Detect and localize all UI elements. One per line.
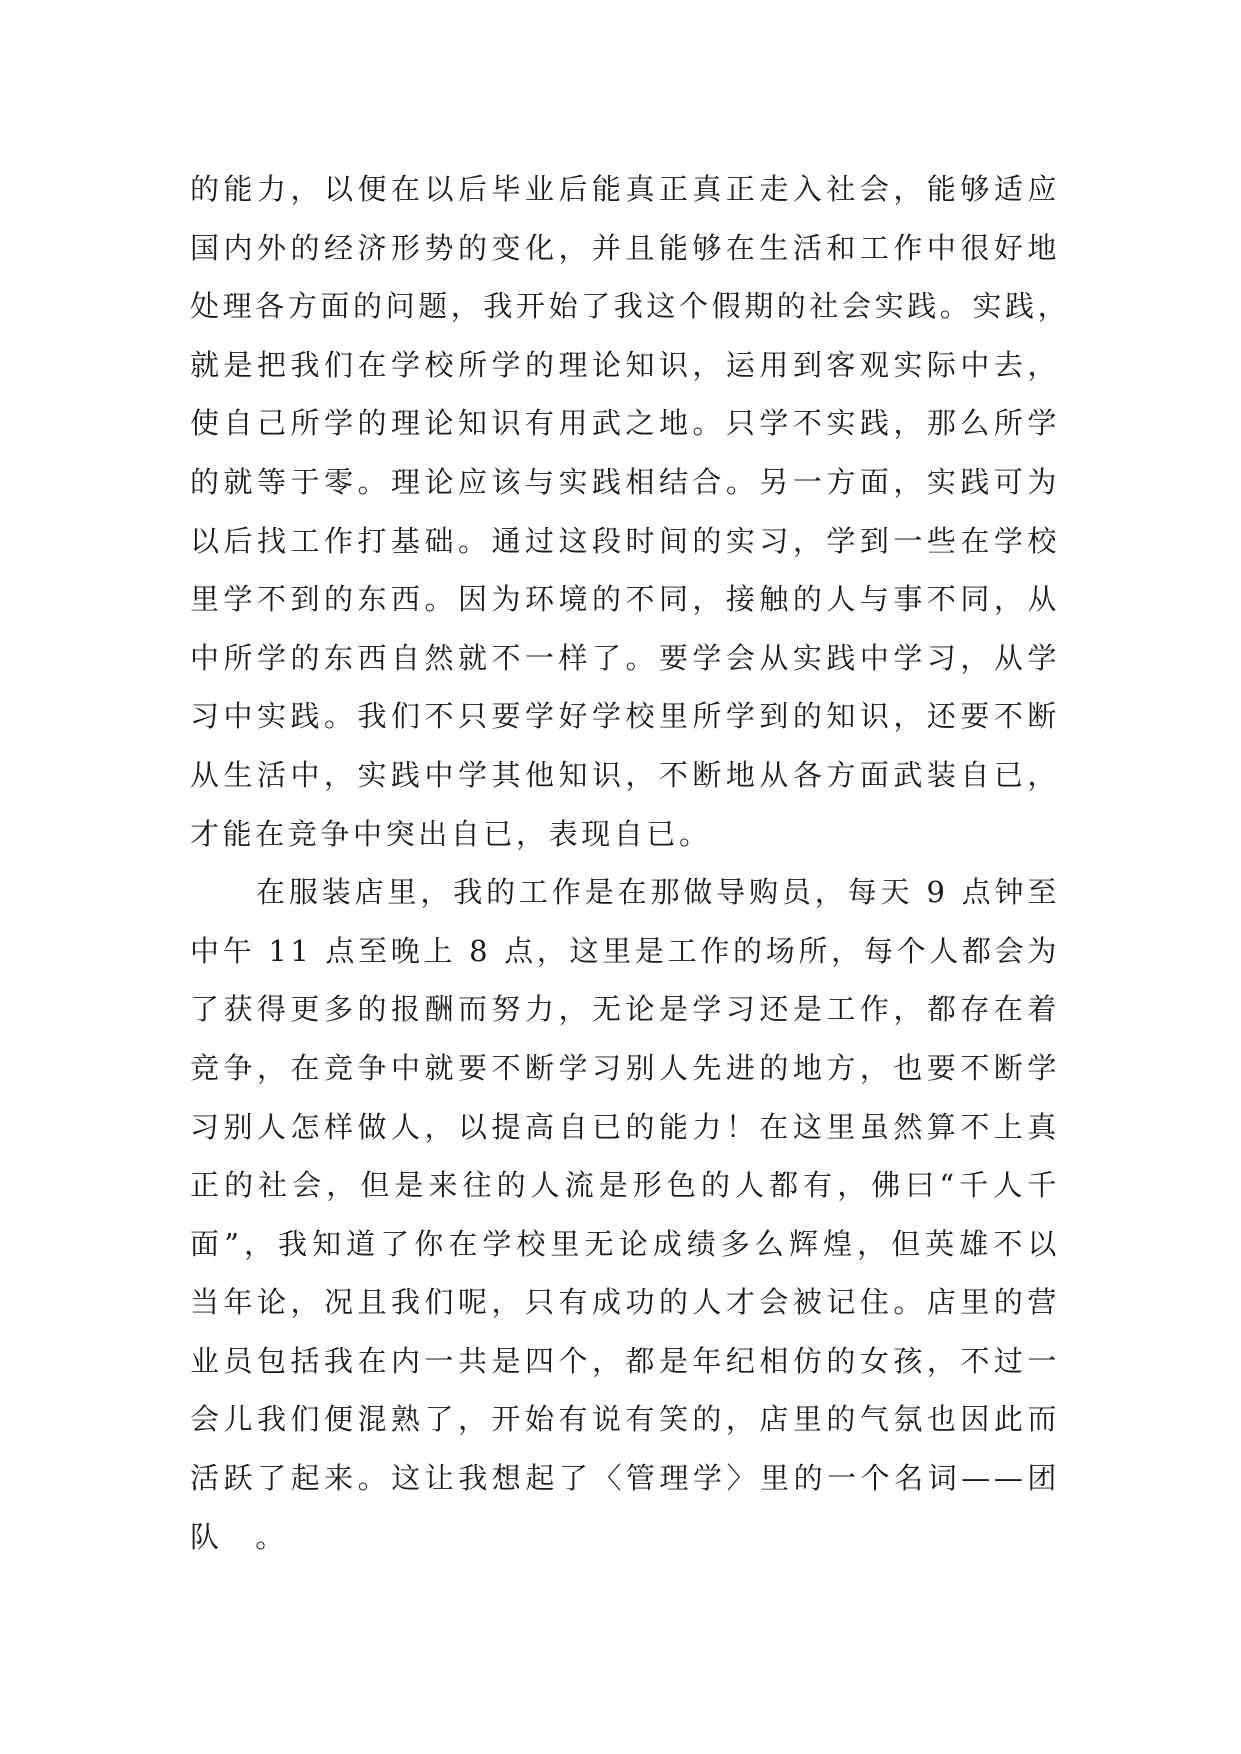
- text-line: 习别人怎样做人，以提高自已的能力！在这里虽然算不上真: [190, 1109, 1060, 1144]
- text-line: 才能在竞争中突出自已，表现自已。: [190, 816, 712, 851]
- text-line: 中午 11 点至晚上 8 点，这里是工作的场所，每个人都会为: [190, 933, 1060, 968]
- text-line: 的就等于零。理论应该与实践相结合。另一方面，实践可为: [190, 464, 1060, 499]
- document-body: [190, 160, 1071, 1566]
- text-line: 竞争，在竞争中就要不断学习别人先进的地方，也要不断学: [190, 1050, 1060, 1085]
- paragraph-2: [190, 863, 1060, 1566]
- text-line: 活跃了起来。这让我想起了〈管理学〉里的一个名词——团: [190, 1461, 1060, 1496]
- text-line: 面”，我知道了你在学校里无论成绩多么辉煌，但英雄不以: [190, 1226, 1060, 1261]
- text-line: 就是把我们在学校所学的理论知识，运用到客观实际中去，: [190, 347, 1060, 382]
- text-line: 以后找工作打基础。通过这段时间的实习，学到一些在学校: [190, 523, 1060, 558]
- paragraph-1: [190, 160, 1071, 863]
- text-line: 正的社会，但是来往的人流是形色的人都有，佛曰“千人千: [190, 1168, 1060, 1203]
- text-line: 了获得更多的报酬而努力，无论是学习还是工作，都存在着: [190, 992, 1060, 1027]
- text-line: 会儿我们便混熟了，开始有说有笑的，店里的气氛也因此而: [190, 1402, 1060, 1437]
- text-line: 使自己所学的理论知识有用武之地。只学不实践，那么所学: [190, 406, 1060, 441]
- text-line: 里学不到的东西。因为环境的不同，接触的人与事不同，从: [190, 582, 1060, 617]
- text-line: 中所学的东西自然就不一样了。要学会从实践中学习，从学: [190, 640, 1060, 675]
- text-line: 国内外的经济形势的变化，并且能够在生活和工作中很好地: [190, 230, 1060, 265]
- text-line: 在服装店里，我的工作是在那做导购员，每天 9 点钟至: [256, 875, 1060, 910]
- text-line: 的能力，以便在以后毕业后能真正真正走入社会，能够适应: [190, 172, 1060, 206]
- text-line: 业员包括我在内一共是四个，都是年纪相仿的女孩，不过一: [190, 1343, 1060, 1378]
- text-line: 习中实践。我们不只要学好学校里所学到的知识，还要不断: [190, 699, 1060, 734]
- text-line: 当年论，况且我们呢，只有成功的人才会被记住。店里的营: [190, 1285, 1060, 1320]
- text-line: 从生活中，实践中学其他知识，不断地从各方面武装自已，: [190, 757, 1060, 792]
- text-line: 队 。: [190, 1519, 288, 1554]
- text-line: 处理各方面的问题，我开始了我这个假期的社会实践。实践，: [190, 289, 1071, 324]
